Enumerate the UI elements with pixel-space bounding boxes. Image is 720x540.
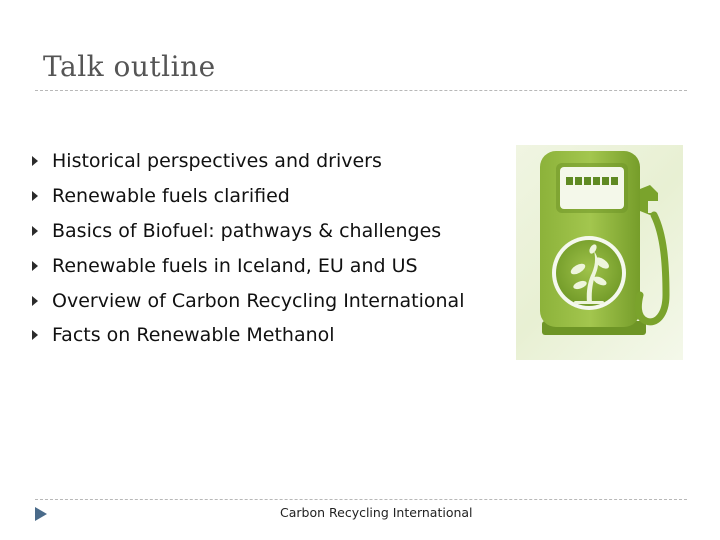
- bullet-arrow-icon: [32, 191, 38, 201]
- bullet-item: [30, 248, 500, 283]
- bullet-arrow-icon: [32, 261, 38, 271]
- bullet-text: Overview of Carbon Recycling International: [52, 289, 465, 312]
- bullet-arrow-icon: [32, 296, 38, 306]
- bullet-item: [30, 283, 500, 318]
- bullet-item: [30, 179, 500, 214]
- slide-title: Talk outline: [43, 50, 216, 83]
- bullet-arrow-icon: [32, 226, 38, 236]
- bullet-item: [30, 214, 500, 249]
- bullet-text: Renewable fuels in Iceland, EU and US: [52, 254, 418, 277]
- bullet-text: Historical perspectives and drivers: [52, 150, 382, 173]
- footer-arrow-icon: [34, 506, 48, 522]
- footer-divider: [35, 499, 687, 500]
- footer-text: Carbon Recycling International: [280, 505, 473, 520]
- bullet-text: Basics of Biofuel: pathways & challenges: [52, 219, 442, 242]
- bullet-arrow-icon: [32, 330, 38, 340]
- bullet-item: [30, 318, 500, 353]
- bullet-text: Facts on Renewable Methanol: [52, 324, 335, 347]
- bullet-item: [30, 144, 500, 179]
- fuel-pump-icon: [516, 145, 683, 360]
- fuel-pump-image: [516, 145, 683, 360]
- title-divider: [35, 90, 687, 91]
- bullet-text: Renewable fuels clarified: [52, 185, 290, 208]
- bullet-arrow-icon: [32, 156, 38, 166]
- bullet-list: [30, 144, 500, 353]
